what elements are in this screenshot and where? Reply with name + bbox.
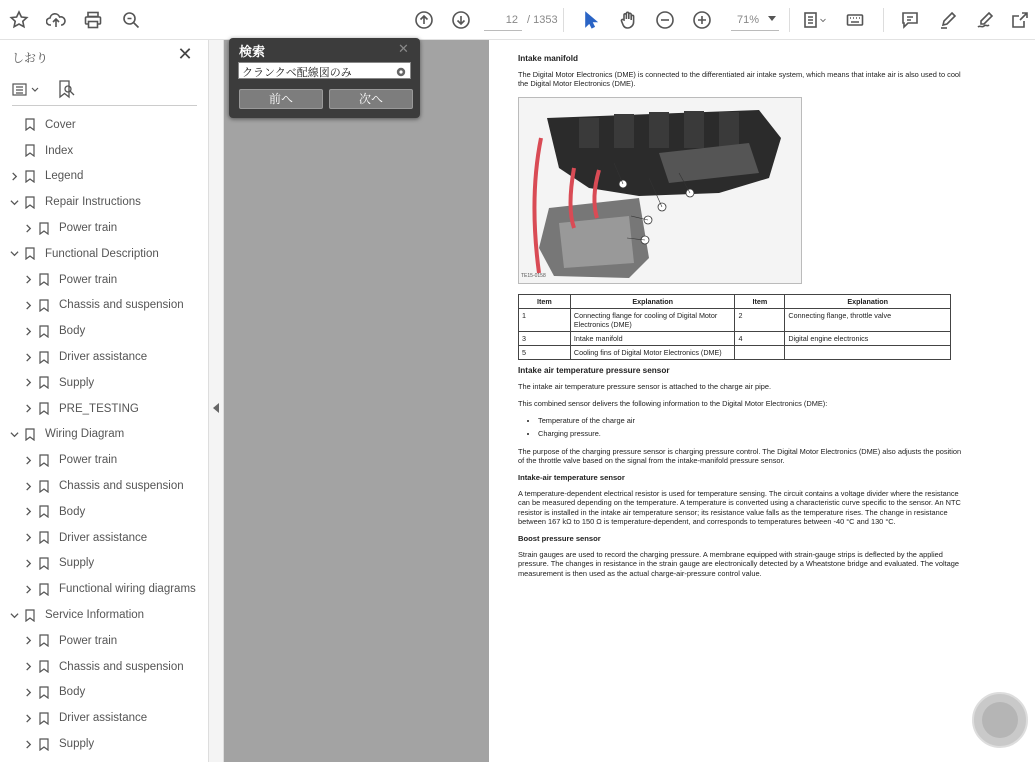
bookmark-icon [25,196,35,209]
zoom-out-icon[interactable] [653,8,677,32]
bookmark-item[interactable] [0,551,209,577]
page-up-icon[interactable] [412,8,436,32]
close-icon[interactable]: ✕ [398,41,409,56]
table-cell: Digital engine electronics [785,331,951,345]
document-page [489,40,1035,762]
bookmark-icon [39,634,49,647]
panel-splitter[interactable] [209,40,224,762]
bookmark-icon [39,222,49,235]
table-header-cell: Item [735,294,785,308]
bookmark-icon [25,118,35,131]
chevron-down-icon[interactable] [817,8,829,32]
search-title: 検索 [239,44,266,59]
bookmark-item[interactable] [0,318,209,344]
bookmark-label: Body [59,505,86,518]
chevron-down-icon[interactable] [9,197,19,207]
table-cell: Intake manifold [570,331,735,345]
table-row [519,345,951,359]
bookmark-item[interactable] [0,189,209,215]
bookmark-item[interactable] [0,215,209,241]
bookmark-label: Body [59,325,86,338]
table-header-cell: Explanation [570,294,735,308]
bookmark-icon [39,325,49,338]
heading-sensor: Intake air temperature pressure sensor [518,365,670,375]
bookmark-item[interactable] [0,447,209,473]
next-button[interactable]: 次へ [329,89,413,109]
bookmark-label: Driver assistance [59,531,148,544]
table-cell: Connecting flange, throttle valve [785,308,951,331]
hand-tool-icon[interactable] [616,8,640,32]
chevron-right-icon[interactable] [23,533,33,543]
chevron-right-icon[interactable] [23,739,33,749]
chevron-down-icon [768,16,776,21]
heading-intake-manifold: Intake manifold [518,54,579,63]
chevron-down-icon[interactable] [9,429,19,439]
cloud-upload-icon[interactable] [44,8,68,32]
table-body [519,308,951,359]
bookmark-icon [25,609,35,622]
bookmark-label: Body [59,686,86,699]
paragraph: The Digital Motor Electronics (DME) is connected to the differentiated air intake system, which means that intake air is also used to cool the Digital Motor Electronics (DME). [518,70,961,89]
toolbar-separator [563,8,564,32]
share-icon[interactable] [1008,8,1032,32]
bookmark-icon [39,712,49,725]
chevron-right-icon[interactable] [23,713,33,723]
document-background [224,40,489,762]
bookmark-label: Functional Description [45,247,159,260]
collapse-arrow-icon[interactable] [213,403,219,413]
bookmark-label: Supply [59,738,95,751]
table-cell: 1 [519,308,571,331]
bookmark-icon [39,660,49,673]
panel-title: しおり [12,51,49,65]
bookmark-item[interactable] [0,396,209,422]
page-total: / 1353 [527,14,558,26]
chevron-right-icon[interactable] [23,507,33,517]
bookmark-tree [0,112,209,757]
bookmark-icon [25,247,35,260]
bookmark-icon [25,170,35,183]
bookmark-icon [25,428,35,441]
bookmark-icon [39,454,49,467]
bookmark-icon [39,531,49,544]
heading-boost-sensor: Boost pressure sensor [518,534,601,544]
chevron-right-icon[interactable] [23,223,33,233]
zoom-in-icon[interactable] [690,8,714,32]
bookmark-icon [39,273,49,286]
manifold-illustration [519,98,802,284]
table-cell: 3 [519,331,571,345]
heading-temp-sensor: Intake-air temperature sensor [518,473,625,483]
chevron-right-icon[interactable] [23,662,33,672]
bookmark-label: Driver assistance [59,712,148,725]
bookmark-icon [39,557,49,570]
chevron-right-icon[interactable] [23,352,33,362]
options-menu-icon[interactable] [12,82,42,98]
bookmark-icon [39,686,49,699]
paragraph: This combined sensor delivers the following information to the Digital Motor Electronics (DME): [518,399,828,409]
chevron-right-icon[interactable] [23,558,33,568]
bookmark-star-icon[interactable] [7,8,31,32]
bookmark-label: Index [45,144,74,157]
bookmark-item[interactable] [0,654,209,680]
bookmark-label: PRE_TESTING [59,402,139,415]
bookmark-item[interactable] [0,705,209,731]
highlight-pen-icon[interactable] [936,8,960,32]
intake-manifold-figure [518,97,802,284]
page-down-icon[interactable] [449,8,473,32]
bookmark-label: Functional wiring diagrams [59,583,196,596]
table-row [519,331,951,345]
chevron-right-icon[interactable] [23,300,33,310]
bookmark-item[interactable] [0,576,209,602]
bookmark-icon [39,505,49,518]
bookmark-label: Wiring Diagram [45,428,125,441]
bookmark-item[interactable] [0,525,209,551]
chevron-right-icon[interactable] [23,687,33,697]
chevron-right-icon[interactable] [23,404,33,414]
bookmark-icon [39,480,49,493]
chevron-right-icon[interactable] [23,378,33,388]
bookmark-item[interactable] [0,680,209,706]
bookmark-item[interactable] [0,164,209,190]
sign-icon[interactable] [973,8,997,32]
paragraph: The purpose of the charging pressure sensor is charging pressure control. The Digital Motor Electronics (DME) also adjusts the position of the throttle valve based on the signal from the intake-manifold pressure sensor. [518,446,962,465]
toolbar-separator [789,8,790,32]
bookmark-item[interactable] [0,473,209,499]
comment-icon[interactable] [898,8,922,32]
gear-icon[interactable] [395,65,407,77]
chevron-right-icon[interactable] [23,584,33,594]
table-cell: 5 [519,345,571,359]
chevron-spacer [9,146,19,156]
fab-icon [982,702,1018,738]
bookmark-icon [25,144,35,157]
page-number-input[interactable]: 12 [484,9,522,31]
search-input[interactable]: クランクベ配線図のみ [238,62,411,79]
chevron-right-icon[interactable] [23,481,33,491]
table-row [519,308,951,331]
paragraph: Strain gauges are used to record the charging pressure. A membrane equipped with strain-gauge strips is deflected by the applied pressure. The changes in resistance in the strain gauge are electronically detected by a Wheatstone bridge and evaluated. The voltage measurement is then used as the actual charge-air-pressure control value. [518,550,959,578]
bullet-list [538,416,963,438]
select-cursor-icon[interactable] [578,8,602,32]
zoom-value: 71% [737,14,760,26]
list-item: • Charging pressure. [538,429,963,438]
bookmark-item[interactable] [0,267,209,293]
chevron-spacer [9,120,19,130]
bookmark-label: Service Information [45,609,145,622]
list-item: • Temperature of the charge air [538,416,963,425]
chevron-right-icon[interactable] [23,275,33,285]
paragraph: The intake air temperature pressure sensor is attached to the charge air pipe. [518,381,772,391]
bookmark-label: Power train [59,454,118,467]
bookmark-icon [39,402,49,415]
bookmark-item[interactable] [0,138,209,164]
bookmark-icon [39,351,49,364]
bookmark-label: Power train [59,222,118,235]
bookmark-item[interactable] [0,241,209,267]
bookmark-label: Power train [59,634,118,647]
keyboard-icon[interactable] [843,8,867,32]
table-cell: Connecting flange for cooling of Digital Motor Electronics (DME) [570,308,735,331]
bookmark-item[interactable] [0,499,209,525]
bookmark-label: Chassis and suspension [59,299,184,312]
toolbar-separator [883,8,884,32]
table-cell: 4 [735,331,785,345]
bookmark-label: Legend [45,170,84,183]
bookmark-label: Driver assistance [59,351,148,364]
bookmark-icon [39,738,49,751]
table-cell [735,345,785,359]
bookmark-label: Repair Instructions [45,196,141,209]
paragraph: A temperature-dependent electrical resistor is used for temperature sensing. The circuit contains a voltage divider where the resistance can be measured depending on the temperature. A temperature is converted using a characteristic curve specific to the sensor. An NTC resistor is installed in the intake air temperature sensor; its resistance value falls as the temperature rises. The change in resistance between 167 kΩ to 150 Ω is temperature-dependent, and corresponds to temperatures between -40 °C and 130 °C. [518,489,961,526]
table-header-cell: Explanation [785,294,951,308]
prev-button[interactable]: 前へ [239,89,323,109]
zoom-select[interactable] [731,9,779,31]
chevron-right-icon[interactable] [23,455,33,465]
bookmark-item[interactable] [0,370,209,396]
panel-tools [12,78,197,106]
chevron-down-icon[interactable] [9,610,19,620]
table-cell: 2 [735,308,785,331]
search-popup [229,38,420,118]
bookmark-item[interactable] [0,112,209,138]
bookmark-icon [39,376,49,389]
chevron-right-icon[interactable] [9,171,19,181]
bookmark-label: Cover [45,118,76,131]
table-header-row [519,294,951,308]
bookmark-label: Supply [59,376,95,389]
bookmark-item[interactable] [0,344,209,370]
bookmark-item[interactable] [0,628,209,654]
chevron-right-icon[interactable] [23,326,33,336]
bookmark-label: Chassis and suspension [59,660,184,673]
chevron-down-icon[interactable] [9,249,19,259]
chevron-right-icon[interactable] [23,636,33,646]
figure-caption: TE15-0158 [521,273,546,280]
bookmark-item[interactable] [0,293,209,319]
bookmark-icon [39,299,49,312]
add-bookmark-icon[interactable] [56,79,76,99]
toolbar [0,0,1035,40]
bookmarks-panel [0,40,209,762]
explanation-table [518,294,951,360]
table-cell: Cooling fins of Digital Motor Electronics (DME) [570,345,735,359]
bookmark-label: Power train [59,273,118,286]
table-header-cell: Item [519,294,571,308]
bookmark-label: Chassis and suspension [59,480,184,493]
floating-action-button[interactable] [972,692,1028,748]
bookmark-label: Supply [59,557,95,570]
find-zoom-icon[interactable] [119,8,143,32]
print-icon[interactable] [81,8,105,32]
bookmark-item[interactable] [0,731,209,757]
bookmark-item[interactable] [0,602,209,628]
bookmark-item[interactable] [0,422,209,448]
bookmark-icon [39,583,49,596]
table-cell [785,345,951,359]
close-icon[interactable]: ✕ [177,44,193,64]
